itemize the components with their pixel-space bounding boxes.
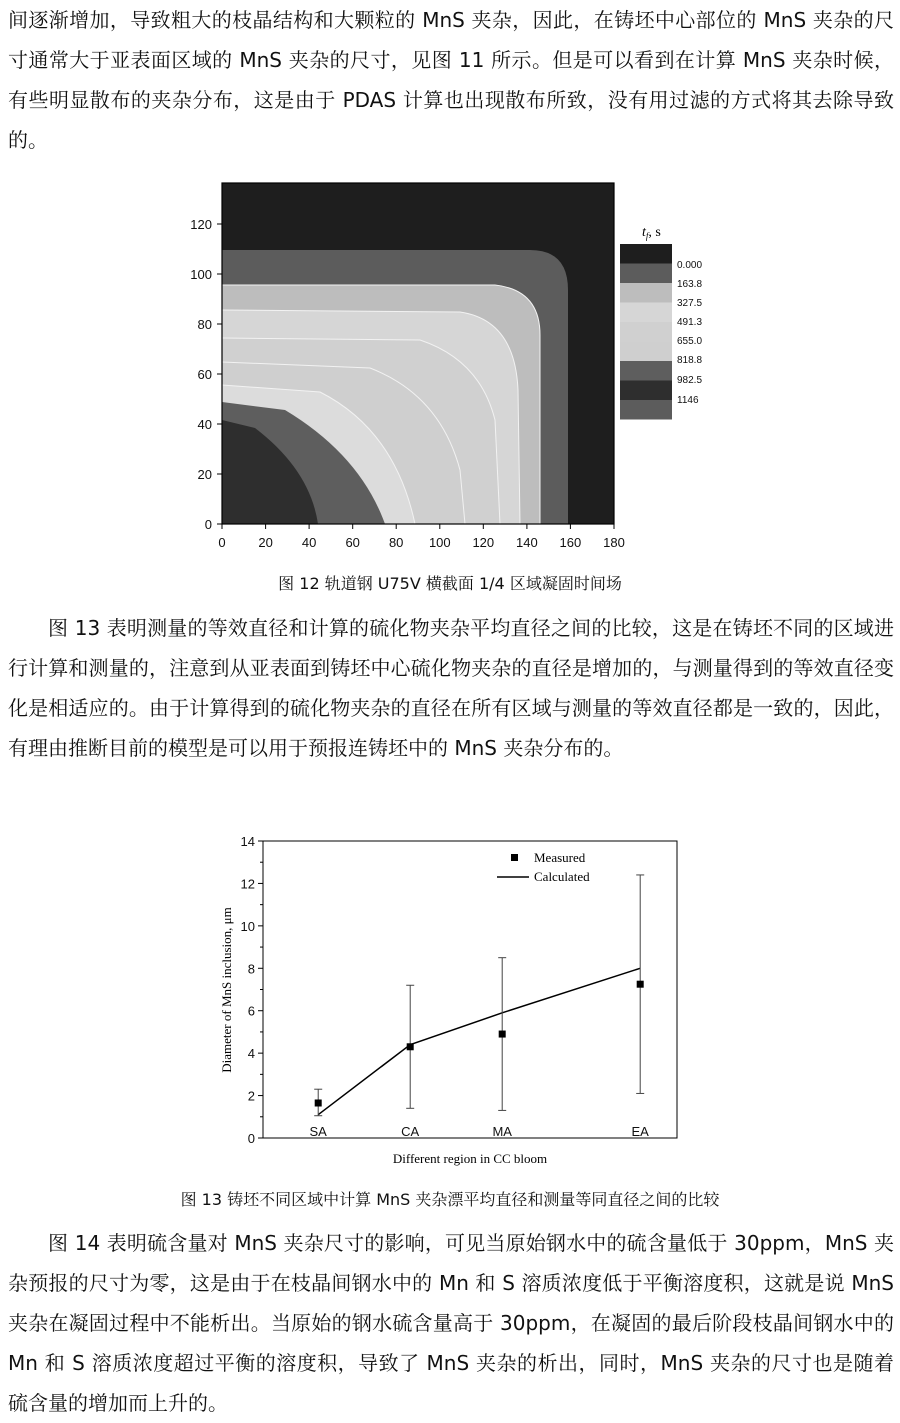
chart-frame: [263, 841, 677, 1138]
y-tick-label: 40: [197, 417, 212, 432]
legend: [620, 225, 702, 420]
y-tick-label: 60: [197, 367, 212, 382]
legend-swatch: [620, 322, 672, 342]
legend-label: 982.5: [677, 375, 703, 386]
legend-swatch: [620, 342, 672, 362]
x-category-label: SA: [309, 1124, 327, 1139]
chart-legend: [497, 850, 590, 884]
y-tick-label: 2: [247, 1088, 255, 1104]
y-tick-label: 12: [240, 876, 255, 892]
legend-label: 818.8: [677, 355, 703, 366]
figure-12-contour-plot: [180, 178, 720, 558]
legend-swatch: [620, 303, 672, 323]
x-tick-label: 100: [428, 535, 451, 550]
y-tick-label: 100: [190, 267, 212, 282]
legend-label: 491.3: [677, 317, 703, 328]
x-tick-label: 80: [388, 535, 404, 550]
y-tick-label: 0: [247, 1131, 255, 1146]
y-axis: [190, 217, 222, 532]
x-axis-label: Different region in CC bloom: [392, 1151, 548, 1166]
y-tick-label: 20: [197, 467, 212, 482]
y-tick-label: 80: [197, 317, 212, 332]
y-tick-label: 4: [247, 1046, 255, 1062]
legend-swatch: [620, 264, 672, 284]
measured-point: [315, 1099, 322, 1106]
figure-12-caption: 图 12 轨道钢 U75V 横截面 1/4 区域凝固时间场: [278, 574, 622, 593]
legend-title: $t_f$, s: [642, 225, 661, 241]
legend-label: 0.000: [677, 260, 703, 271]
legend-swatch: [620, 400, 672, 420]
measured-point: [407, 1043, 414, 1050]
legend-label: 327.5: [677, 298, 703, 309]
y-tick-label: 0: [204, 517, 212, 532]
y-tick-label: 8: [247, 961, 255, 977]
x-tick-label: 140: [516, 535, 538, 550]
y-tick-label: 14: [240, 834, 255, 849]
legend-measured-marker: [511, 854, 518, 861]
y-axis-label: Diameter of MnS inclusion, μm: [219, 907, 234, 1073]
figure-13-caption: 图 13 铸坯不同区域中计算 MnS 夹杂漂平均直径和测量等同直径之间的比较: [180, 1190, 720, 1209]
figure-13-chart: [205, 825, 695, 1175]
legend-swatch: [620, 244, 672, 264]
x-tick-label: 60: [345, 535, 360, 550]
x-tick-label: 40: [301, 535, 317, 550]
legend-label: 163.8: [677, 279, 703, 290]
x-tick-label: 160: [559, 535, 582, 550]
legend-measured-label: Measured: [534, 850, 586, 865]
measured-point: [499, 1031, 506, 1038]
paragraph-1: 间逐渐增加，导致粗大的枝晶结构和大颗粒的 MnS 夹杂，因此，在铸坯中心部位的 MnS 夹杂的尺寸通常大于亚表面区域的 MnS 夹杂的尺寸，见图 11 所示。但是可以看到在计算 MnS 夹杂时候，有些明显散布的夹杂分布，这是由于 PDAS 计算也出现散布所致，没有用过滤的方式将其去除导致的。: [8, 8, 894, 152]
paragraph-2: 图 13 表明测量的等效直径和计算的硫化物夹杂平均直径之间的比较，这是在铸坯不同的区域进行计算和测量的，注意到从亚表面到铸坯中心硫化物夹杂的直径是增加的，与测量得到的等效直径变化是相适应的。由于计算得到的硫化物夹杂的直径在所有区域与测量的等效直径都是一致的，因此，有理由推断目前的模型是可以用于预报连铸坯中的 MnS 夹杂分布的。: [8, 616, 894, 760]
paragraph-3: 图 14 表明硫含量对 MnS 夹杂尺寸的影响，可见当原始钢水中的硫含量低于 30ppm，MnS 夹杂预报的尺寸为零，这是由于在枝晶间钢水中的 Mn 和 S 溶质浓度低于平衡溶度积，这就是说 MnS 夹杂在凝固过程中不能析出。当原始的钢水硫含量高于 30ppm，在凝固的最后阶段枝晶间钢水中的 Mn 和 S 溶质浓度超过平衡的溶度积，导致了 MnS 夹杂的析出，同时，MnS 夹杂的尺寸也是随着硫含量的增加而上升的。: [8, 1231, 894, 1415]
x-tick-label: 120: [472, 535, 495, 550]
measured-point: [637, 981, 644, 988]
x-category-label: EA: [631, 1124, 649, 1139]
x-axis: [218, 524, 624, 550]
legend-swatch: [620, 361, 672, 381]
legend-label: 655.0: [677, 336, 703, 347]
x-tick-label: 20: [258, 535, 273, 550]
calculated-line: [318, 968, 640, 1114]
y-tick-label: 10: [240, 918, 255, 934]
x-category-label: MA: [492, 1124, 512, 1139]
y-tick-label: 120: [190, 217, 212, 232]
contour-bands: [222, 183, 614, 524]
legend-label: 1146: [677, 395, 699, 406]
x-tick-label: 180: [603, 535, 625, 550]
x-category-label: CA: [401, 1124, 420, 1139]
x-tick-label: 0: [218, 535, 226, 550]
legend-swatch: [620, 283, 672, 303]
legend-swatch: [620, 381, 672, 401]
legend-calculated-label: Calculated: [534, 869, 590, 884]
y-tick-label: 6: [247, 1003, 255, 1019]
